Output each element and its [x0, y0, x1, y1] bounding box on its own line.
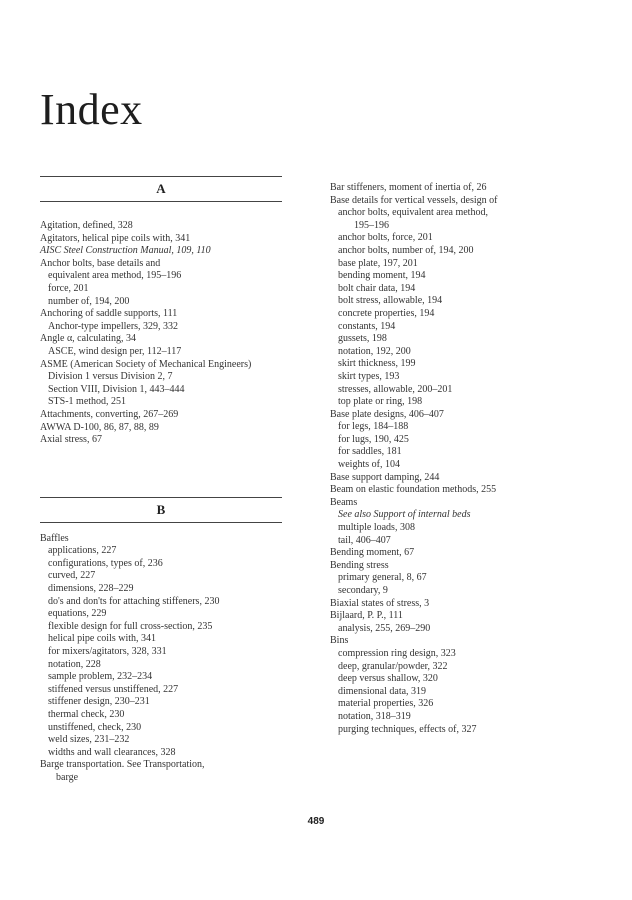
index-subentry: helical pipe coils with, 341 [48, 633, 157, 645]
index-subentry: weights of, 104 [338, 459, 400, 471]
index-entry: Bending stress [330, 559, 389, 571]
index-entry: Base details for vertical vessels, design of [330, 194, 498, 206]
index-subentry: unstiffened, check, 230 [48, 721, 142, 733]
index-subentry: secondary, 9 [338, 585, 388, 596]
index-subentry: analysis, 255, 269–290 [338, 622, 431, 634]
right-column [330, 182, 600, 736]
index-subentry: See also Support of internal beds [338, 509, 471, 521]
index-entry: Agitation, defined, 328 [40, 220, 133, 231]
section-b-block [40, 497, 310, 785]
index-subentry: force, 201 [48, 282, 89, 294]
index-entry: Attachments, converting, 267–269 [40, 408, 179, 420]
index-entry: Angle α, calculating, 34 [40, 333, 137, 345]
index-entry: AISC Steel Construction Manual, 109, 110 [40, 245, 211, 257]
index-subentry: Division 1 versus Division 2, 7 [48, 371, 173, 383]
index-subentry: constants, 194 [338, 320, 396, 332]
index-entry: Barge transportation. See Transportation, [40, 759, 205, 771]
index-subentry: widths and wall clearances, 328 [48, 746, 176, 758]
index-subentry: skirt types, 193 [338, 370, 400, 382]
section-a-entries [40, 220, 310, 447]
left-column [40, 176, 310, 785]
index-subentry: 195–196 [354, 219, 389, 231]
index-entry: Beams [330, 496, 358, 508]
section-b-entries [40, 533, 310, 785]
index-subentry: gussets, 198 [338, 333, 387, 345]
index-subentry: material properties, 326 [338, 698, 434, 710]
section-heading-b: B [40, 497, 282, 523]
index-subentry: bolt stress, allowable, 194 [338, 295, 443, 307]
index-subentry: compression ring design, 323 [338, 647, 456, 659]
index-subentry: barge [56, 771, 79, 783]
index-subentry: stresses, allowable, 200–201 [338, 383, 453, 395]
index-subentry: anchor bolts, force, 201 [338, 232, 433, 244]
section-b-continued-entries [330, 182, 600, 736]
page-number: 489 [307, 816, 325, 827]
section-heading-a: A [40, 176, 282, 202]
index-entry: Bins [330, 635, 349, 647]
index-entry: Base plate designs, 406–407 [330, 408, 444, 420]
index-entry: Biaxial states of stress, 3 [330, 597, 430, 609]
index-subentry: ASCE, wind design per, 112–117 [48, 345, 182, 357]
index-subentry: curved, 227 [48, 570, 96, 582]
index-entry: AWWA D-100, 86, 87, 88, 89 [40, 421, 159, 433]
index-subentry: deep versus shallow, 320 [338, 673, 438, 685]
index-subentry: deep, granular/powder, 322 [338, 660, 448, 672]
index-entry: Beam on elastic foundation methods, 255 [330, 484, 497, 496]
index-subentry: for saddles, 181 [338, 446, 402, 458]
index-entry: Axial stress, 67 [40, 434, 102, 446]
index-entry: ASME (American Society of Mechanical Engineers) [40, 358, 252, 370]
index-subentry: dimensions, 228–229 [48, 583, 134, 595]
index-subentry: equivalent area method, 195–196 [48, 270, 182, 282]
index-entry: Bar stiffeners, moment of inertia of, 26 [330, 182, 487, 193]
index-subentry: dimensional data, 319 [338, 685, 427, 697]
index-subentry: tail, 406–407 [338, 534, 391, 546]
index-entry: Bijlaard, P. P., 111 [330, 610, 403, 622]
index-subentry: anchor bolts, number of, 194, 200 [338, 244, 474, 256]
index-entry: Baffles [40, 532, 69, 544]
index-subentry: flexible design for full cross-section, 235 [48, 620, 213, 632]
index-subentry: equations, 229 [48, 608, 107, 620]
index-subentry: for lugs, 190, 425 [338, 433, 409, 445]
index-subentry: top plate or ring, 198 [338, 396, 423, 408]
index-subentry: number of, 194, 200 [48, 295, 130, 307]
index-subentry: bending moment, 194 [338, 270, 426, 282]
index-subentry: notation, 228 [48, 658, 101, 670]
index-subentry: for legs, 184–188 [338, 421, 409, 433]
index-subentry: multiple loads, 308 [338, 522, 415, 534]
index-entry: Bending moment, 67 [330, 547, 415, 559]
index-subentry: base plate, 197, 201 [338, 257, 418, 269]
index-subentry: Anchor-type impellers, 329, 332 [48, 320, 179, 332]
index-subentry: primary general, 8, 67 [338, 572, 427, 584]
index-subentry: anchor bolts, equivalent area method, [338, 207, 488, 219]
index-subentry: concrete properties, 194 [338, 307, 435, 319]
index-subentry: do's and don'ts for attaching stiffeners, 230 [48, 595, 220, 607]
index-subentry: applications, 227 [48, 545, 117, 557]
index-subentry: stiffener design, 230–231 [48, 696, 150, 708]
index-entry: Agitators, helical pipe coils with, 341 [40, 232, 191, 244]
index-entry: Anchor bolts, base details and [40, 257, 161, 269]
index-subentry: STS-1 method, 251 [48, 396, 127, 408]
index-subentry: bolt chair data, 194 [338, 282, 416, 294]
index-subentry: notation, 318–319 [338, 710, 411, 722]
index-subentry: thermal check, 230 [48, 709, 125, 720]
index-entry: Base support damping, 244 [330, 471, 440, 483]
index-subentry: notation, 192, 200 [338, 345, 411, 357]
index-subentry: Section VIII, Division 1, 443–444 [48, 383, 185, 395]
index-entry: Anchoring of saddle supports, 111 [40, 308, 178, 320]
index-subentry: purging techniques, effects of, 327 [338, 723, 477, 735]
index-subentry: for mixers/agitators, 328, 331 [48, 646, 167, 658]
index-subentry: configurations, types of, 236 [48, 557, 163, 569]
index-subentry: stiffened versus unstiffened, 227 [48, 683, 179, 695]
index-subentry: sample problem, 232–234 [48, 671, 153, 683]
index-subentry: weld sizes, 231–232 [48, 734, 130, 746]
page-title: Index [40, 85, 143, 134]
index-subentry: skirt thickness, 199 [338, 358, 416, 370]
